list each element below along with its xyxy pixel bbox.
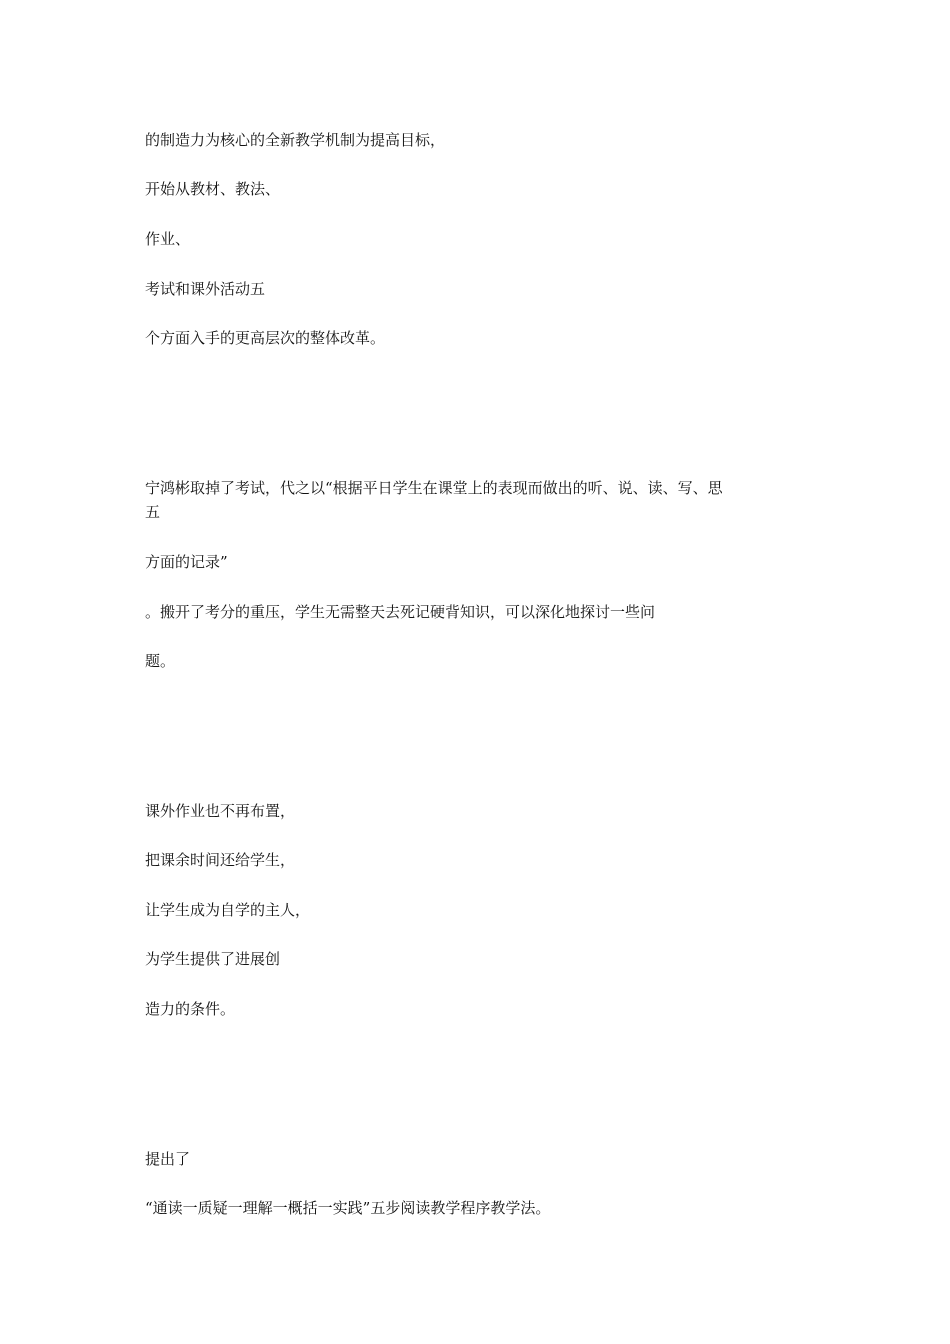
paragraph-2-line-4: 。搬开了考分的重压，学生无需整天去死记硬背知识，可以深化地探讨一些问 <box>145 603 656 621</box>
paragraph-3-line-5: 造力的条件。 <box>145 1000 236 1018</box>
paragraph-1-line-1: 的制造力为核心的全新教学机制为提高目标， <box>145 131 446 149</box>
paragraph-2-line-3: 方面的记录” <box>145 553 228 571</box>
paragraph-1-line-2: 开始从教材、教法、 <box>145 180 281 198</box>
paragraph-3-line-4: 为学生提供了进展创 <box>145 950 281 968</box>
paragraph-3-line-2: 把课余时间还给学生， <box>145 851 296 869</box>
paragraph-2-line-1: 宁鸿彬取掉了考试，代之以“根据平日学生在课堂上的表现而做出的听、说、读、写、思 <box>145 479 723 497</box>
paragraph-1-line-4: 考试和课外活动五 <box>145 280 266 298</box>
paragraph-2-line-2: 五 <box>145 503 161 521</box>
paragraph-3-line-1: 课外作业也不再布置， <box>145 802 296 820</box>
paragraph-3-line-3: 让学生成为自学的主人， <box>145 901 311 919</box>
paragraph-4-line-2: “通读一质疑一理解一概括一实践”五步阅读教学程序教学法。 <box>145 1199 551 1217</box>
paragraph-1-line-3: 作业、 <box>145 230 191 248</box>
paragraph-1-line-5: 个方面入手的更高层次的整体改革。 <box>145 329 386 347</box>
paragraph-4-line-1: 提出了 <box>145 1150 191 1168</box>
paragraph-2-line-5: 题。 <box>145 652 176 670</box>
